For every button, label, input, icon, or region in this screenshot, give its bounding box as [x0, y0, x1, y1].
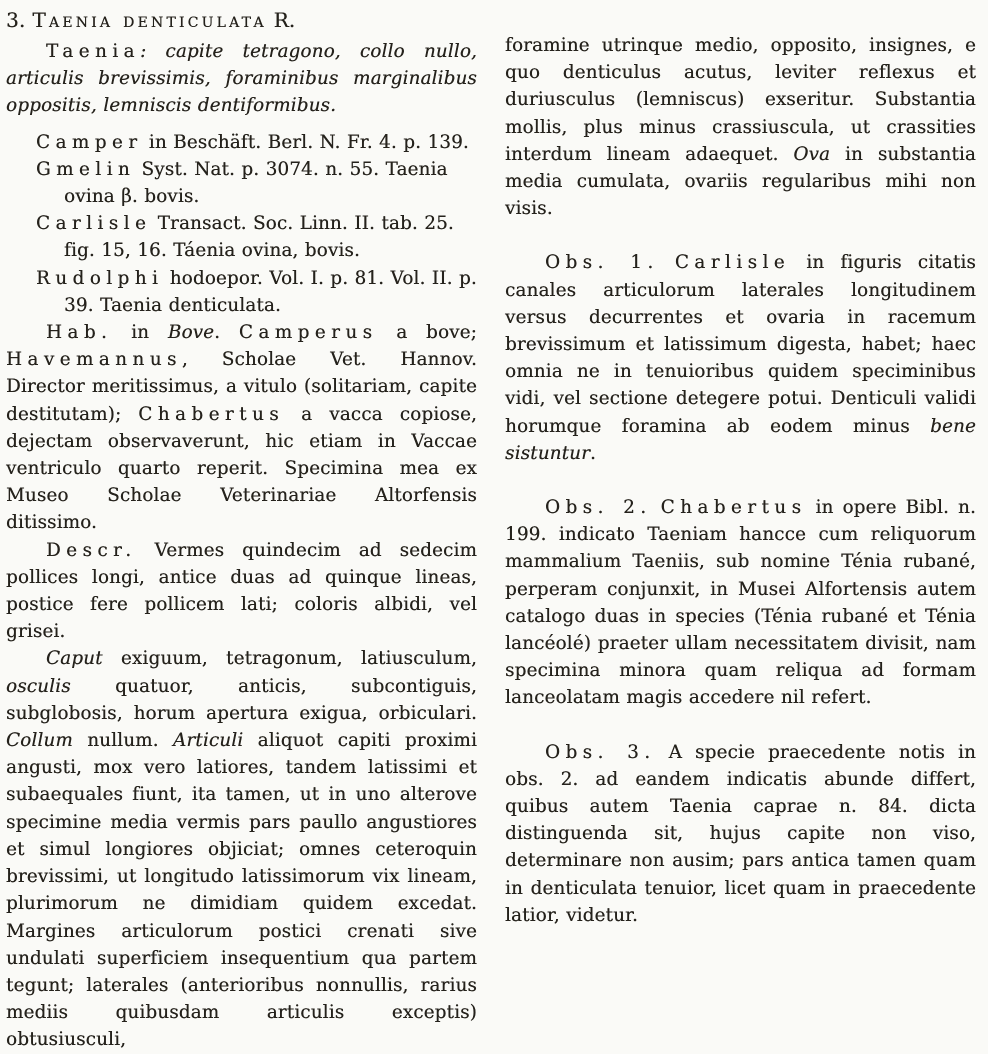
text-segment: quatuor, anticis, subcontiguis, subglobosis, horum apertura exigua, orbiculari. [6, 675, 477, 724]
text-segment: Hab. [46, 322, 113, 344]
text-segment: a vacca copiose, dejectam observaverunt, hic etiam in Vaccae ventriculo quarto reperit. Specimina mea ex Museo Scholae Veterinariae Altorfensis ditissimo. [6, 403, 477, 534]
observation-3-paragraph [505, 739, 976, 929]
text-segment: Carlisle [36, 213, 152, 235]
text-segment: Articuli [172, 730, 244, 752]
description-paragraph [6, 537, 477, 646]
observation-1-paragraph [505, 249, 976, 467]
text-segment: Chabertus [138, 403, 285, 425]
text-segment: bene sistuntur [505, 415, 976, 464]
text-segment: R. [266, 8, 296, 32]
text-segment: Taenia denticulata [32, 8, 267, 32]
text-segment: Descr. [46, 539, 137, 561]
text-segment: Transact. Soc. Linn. II. tab. 25. fig. 15, 16. Táenia ovina, bovis. [64, 213, 454, 262]
text-segment [659, 252, 675, 273]
text-segment: Carlisle [674, 252, 791, 274]
text-segment: Obs. 1. [545, 252, 659, 274]
caput-paragraph [6, 645, 477, 1053]
text-segment: a bove; [377, 322, 477, 344]
text-segment: Obs. 3. [545, 741, 656, 763]
text-segment: 3. [6, 8, 33, 32]
reference-camper [6, 129, 477, 156]
text-segment: , Scholae Vet. Hannov. Director meritissimus, a vitulo (solitariam, capite destitutam); [6, 349, 477, 425]
left-column [6, 6, 478, 1051]
continuation-paragraph [505, 32, 976, 222]
text-segment: Gmelin [36, 158, 136, 180]
species-heading [6, 6, 477, 34]
text-segment: in Beschäft. Berl. N. Fr. 4. p. 139. [142, 131, 469, 153]
text-segment: aliquot capiti proximi angusti, mox vero latiores, tandem latissimi et subaequales fiunt, ita tamen, ut in uno alterove specimine media vermis pars paullo angustiores et simul longiores objiciat; omnes ceteroquin brevissimi, ut longitudo latissimorum vix lineam, plurimorum ne dimidiam quidem excedat. Margines articulorum postici crenati sive undulati superficiem insequentium qua partem tegunt; laterales (anterioribus nonnullis, rarius mediis quibusdam articulis exceptis) obtusiusculi, [6, 730, 477, 1051]
text-segment: capite tetragono, collo nullo, articulis brevissimis, foraminibus marginalibus oppositis, lemniscis dentiformibus. [6, 41, 478, 117]
text-segment: in [112, 322, 168, 344]
text-segment: Vermes quindecim ad sedecim pollices longi, antice duas ad quinque lineas, postice fere pollicem lati; coloris albidi, vel grisei. [6, 539, 477, 643]
text-segment: Ova [793, 143, 831, 165]
observation-2-paragraph [505, 494, 976, 712]
text-segment: A specie praecedente notis in obs. 2. ad eandem indicatis abunde differt, quibus autem Taenia caprae n. 84. dicta distinguenda sit, hujus capite non viso, determinare non ausim; pars antica tamen quam in denticulata tenuior, licet quam in praecedente latior, videtur. [505, 741, 976, 926]
text-segment: Camperus [238, 322, 378, 344]
diagnosis-paragraph [6, 38, 477, 120]
text-segment: foramine utrinque medio, opposito, insignes, e quo denticulus acutus, leviter reflexus et duriusculus (lemniscus) exseritur. Substantia mollis, plus minus crassiuscula, ut crassities interdum lineam adaequet. [505, 35, 976, 165]
text-segment: in substantia media cumulata, ovariis regularibus mihi non visis. [505, 143, 976, 220]
text-segment: . [214, 322, 239, 344]
right-column [505, 6, 976, 938]
text-segment: Caput [46, 648, 103, 670]
text-segment [652, 497, 661, 518]
text-segment: Camper [36, 131, 143, 153]
text-segment: in opere Bibl. n. 199. indicato Taeniam hancce cum reliquorum mammalium Taeniis, sub nomine Ténia rubané, perperam conjunxit, in Musei Alfortensis autem catalogo duas in species (Ténia rubané et Ténia lancéolé) praeter ullam necessitatem divisit, nam specimina minora quam reliqua ad formam lanceolatam magis accedere nil refert. [505, 497, 976, 709]
text-segment: hodoepor. Vol. I. p. 81. Vol. II. p. 39. Taenia denticulata. [64, 267, 477, 316]
text-segment: : [139, 41, 166, 62]
reference-rudolphi [6, 265, 477, 319]
habitat-paragraph [6, 319, 477, 537]
text-segment: Collum [6, 730, 73, 752]
text-segment: Obs. 2. [545, 497, 652, 519]
text-segment: Havemannus [6, 349, 182, 371]
reference-list [6, 129, 477, 319]
text-segment: Taenia [46, 41, 140, 62]
text-segment: Bove [167, 322, 215, 344]
text-segment: osculis [6, 675, 71, 697]
text-segment: Chabertus [660, 497, 807, 519]
reference-gmelin [6, 156, 477, 210]
text-segment: nullum. [72, 730, 173, 752]
text-segment: Syst. Nat. p. 3074. n. 55. Taenia ovina β. bovis. [64, 158, 448, 208]
text-segment: exiguum, tetragonum, latiusculum, [102, 648, 477, 670]
text-segment: in figuris citatis canales articulorum laterales longitudinem versus decurrentes et ovaria in racemum brevissimum et latissimum digesta, habet; haec omnia ne in tenuioribus quidem speciminibus vidi, vel sectione detegere potui. Denticuli validi horumque foramina ab eodem minus [505, 252, 976, 437]
reference-carlisle [6, 210, 477, 264]
text-segment: . [590, 442, 597, 464]
text-segment: Rudolphi [36, 267, 164, 289]
